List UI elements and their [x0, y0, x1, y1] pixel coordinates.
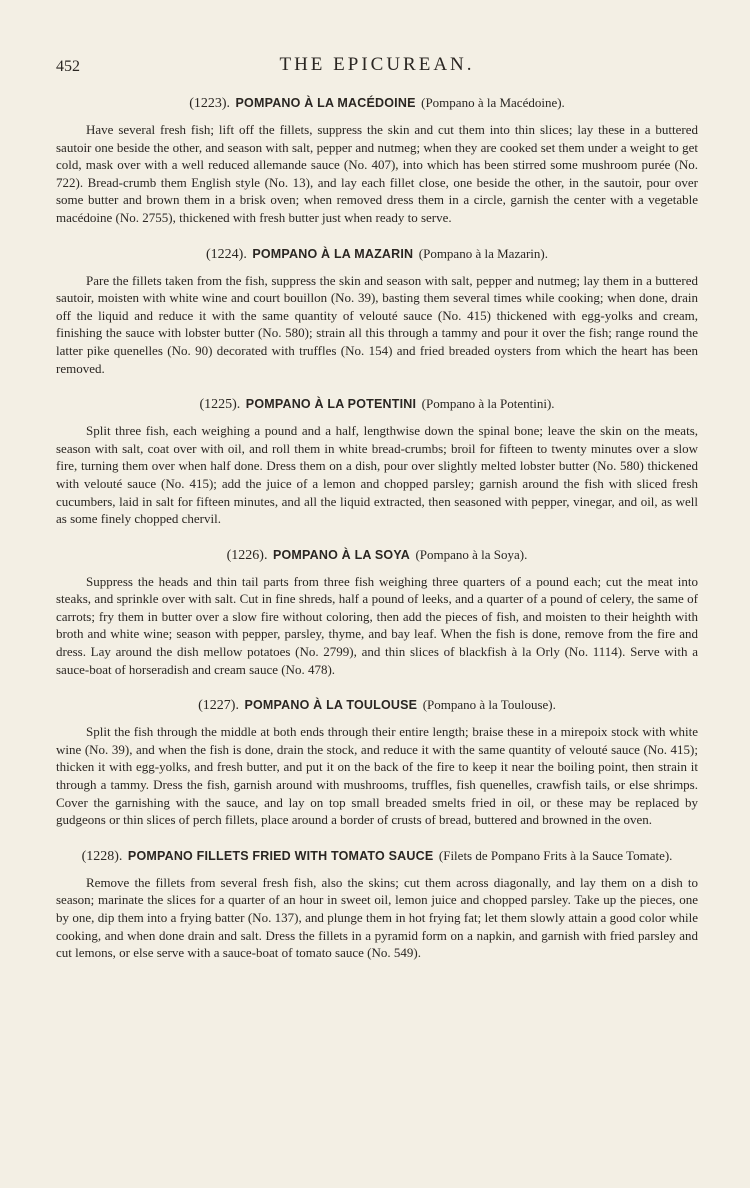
recipe-body: Split three fish, each weighing a pound and a half, lengthwise down the spinal bone; leave the skin on the meats, season with salt, coat over with oil, and roll them in white bread-crumbs; broil for fifteen to twenty minutes over a slow fire, turning them over when half done. Dress them on a dish, pour over slightly melted lobster butter (No. 580) thickened with velouté sauce (No. 415); add the juice of a lemon and chopped parsley; garnish around the fish with sliced fresh cucumbers, laid in salt for fifteen minutes, and all the liquid extracted, then seasoned with pepper, vinegar, and oil, as well as some finely chopped chervil.	[56, 423, 698, 527]
running-head	[56, 50, 698, 80]
recipe-number: (1228).	[81, 848, 123, 864]
recipe-heading	[56, 546, 698, 564]
recipe-heading	[56, 847, 698, 865]
recipe-french-title: (Pompano à la Potentini).	[421, 396, 555, 412]
recipe-title: POMPANO À LA MACÉDOINE	[235, 96, 416, 110]
recipe-heading	[56, 696, 698, 714]
recipe-1228	[56, 847, 698, 962]
recipe-heading	[56, 395, 698, 413]
recipe-number: (1224).	[206, 246, 247, 262]
recipe-french-title: (Filets de Pompano Frits à la Sauce Tomate).	[438, 847, 673, 863]
recipe-title: POMPANO À LA POTENTINI	[245, 397, 417, 412]
recipe-french-title: (Pompano à la Soya).	[415, 546, 528, 562]
recipe-1224	[56, 245, 698, 378]
recipe-title: POMPANO À LA TOULOUSE	[244, 698, 418, 713]
recipe-body: Split the fish through the middle at both ends through their entire length; braise these in a mirepoix stock with white wine (No. 39), and when the fish is done, drain the stock, and reduce it with the same quantity of velouté sauce (No. 415); thicken it with egg-yolks, and fresh butter, and put it on the back of the fire to keep it near the boiling point, then strain it through a tammy. Dress the fish, garnish around with mushrooms, truffles, fish quenelles, crawfish tails, or else shrimps. Cover the garnishing with the sauce, and lay on top small breaded smelts fried in oil, or these may be replaced by gudgeons or thin slices of perch fillets, place around a border of crusts of bread, buttered and browned in the oven.	[56, 724, 698, 828]
journal-title: THE EPICUREAN.	[279, 54, 475, 75]
recipe-number: (1226).	[226, 547, 268, 563]
recipe-1227	[56, 696, 698, 829]
recipe-number: (1225).	[199, 397, 241, 413]
recipe-1223	[56, 94, 698, 227]
recipe-body: Suppress the heads and thin tail parts from three fish weighing three quarters of a pound each; cut the meat into steaks, and sprinkle over with salt. Cut in fine shreds, half a pound of leeks, and a quarter of a pound of celery, the same of carrots; fry them in butter over a slow fire without coloring, then add the pieces of fish, and moisten to their heighth with broth and white wine; season with pepper, parsley, thyme, and bay leaf. When the fish is done, remove from the fire and dress. Lay around the dish mellow potatoes (No. 2799), and thin slices of blackfish à la Orly (No. 1114). Serve with a sauce-boat of horseradish and cream sauce (No. 478).	[56, 573, 698, 677]
recipe-french-title: (Pompano à la Macédoine).	[421, 95, 565, 110]
recipe-heading	[56, 245, 698, 263]
recipe-french-title: (Pompano à la Toulouse).	[422, 697, 556, 713]
recipe-1226	[56, 546, 698, 679]
recipe-body: Have several fresh fish; lift off the fillets, suppress the skin and cut them into thin slices; lay these in a buttered sautoir one beside the other, and season with salt, pepper and nutmeg; when they are cooked set them under a weight to get cold, mask over with a well reduced allemande sauce (No. 407), into which has been stirred some mushroom purée (No. 722). Bread-crumb them English style (No. 13), and lay each fillet close, one beside the other, in the sautoir, pour over some butter and brown them in a brisk oven; when removed dress them in a circle, garnish the center with a vegetable macédoine (No. 2755), thickened with fresh butter just when ready to serve.	[56, 122, 698, 225]
recipe-body: Remove the fillets from several fresh fish, also the skins; cut them across diagonally, and lay them on a dish to season; marinate the slices for a quarter of an hour in sweet oil, lemon juice and chopped parsley. Take up the pieces, one by one, dip them into a frying batter (No. 137), and plunge them in hot frying fat; let them slowly attain a good color while cooking, and when done drain and salt. Dress the fillets in a pyramid form on a napkin, and garnish with fried parsley and cut lemons, or else serve with a sauce-boat of tomato sauce (No. 549).	[56, 874, 698, 961]
recipe-title: POMPANO À LA SOYA	[272, 547, 410, 562]
recipe-title: POMPANO FILLETS FRIED WITH TOMATO SAUCE	[127, 848, 434, 863]
recipe-number: (1223).	[189, 96, 231, 111]
recipe-heading	[56, 94, 698, 112]
recipe-body: Pare the fillets taken from the fish, suppress the skin and season with salt, pepper and nutmeg; lay them in a buttered sautoir, moisten with white wine and court bouillon (No. 39), basting them several times while cooking; when done, drain off the liquid and reduce it with the same quantity of velouté sauce (No. 415) thickened with egg-yolks and cream, finishing the sauce with lobster butter (No. 580); strain all this through a tammy and pour it over the fish; range round the latter pike quenelles (No. 90) decorated with truffles (No. 154) and fried breaded oysters from which the heart has been removed.	[56, 272, 698, 376]
recipe-1225	[56, 395, 698, 528]
page-number: 452	[56, 58, 80, 75]
recipe-number: (1227).	[198, 698, 239, 714]
recipe-french-title: (Pompano à la Mazarin).	[418, 245, 548, 261]
recipe-title: POMPANO À LA MAZARIN	[252, 246, 414, 261]
